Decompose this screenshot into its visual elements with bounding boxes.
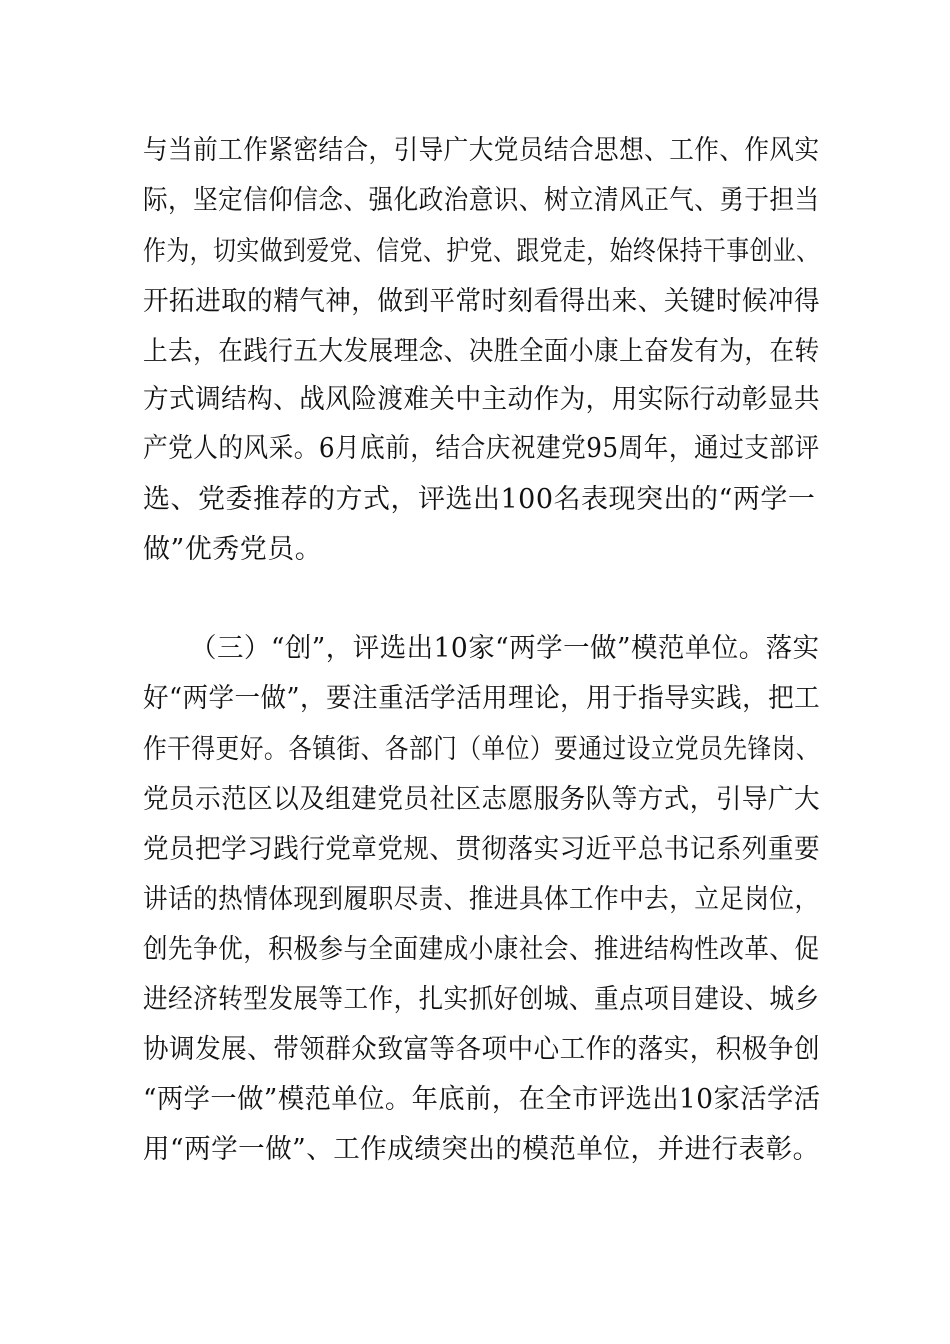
paragraph-2-line-4: 党员示范区以及组建党员社区志愿服务队等方式，引导广大 xyxy=(143,784,820,815)
paragraph-2-line-7: 创先争优，积极参与全面建成小康社会、推进结构性改革、促 xyxy=(143,934,820,965)
paragraph-2-line-9: 协调发展、带领群众致富等各项中心工作的落实，积极争创 xyxy=(143,1034,820,1065)
paragraph-1-line-4: 开拓进取的精气神，做到平常时刻看得出来、关键时候冲得 xyxy=(143,286,820,317)
paragraph-1-line-8: 选、党委推荐的方式，评选出100名表现突出的“两学一 xyxy=(143,484,816,515)
paragraph-1-line-6: 方式调结构、战风险渡难关中主动作为，用实际行动彰显共 xyxy=(143,384,820,415)
paragraph-1-line-1: 与当前工作紧密结合，引导广大党员结合思想、工作、作风实 xyxy=(143,135,820,166)
paragraph-1-line-5: 上去，在践行五大发展理念、决胜全面小康上奋发有为，在转 xyxy=(143,336,820,367)
paragraph-2-line-1: （三）“创”，评选出10家“两学一做”模范单位。落实 xyxy=(190,633,820,664)
paragraph-2-line-8: 进经济转型发展等工作，扎实抓好创城、重点项目建设、城乡 xyxy=(143,984,820,1015)
paragraph-2-line-2: 好“两学一做”，要注重活学活用理论，用于指导实践，把工 xyxy=(143,683,821,714)
paragraph-2-line-11: 用“两学一做”、工作成绩突出的模范单位，并进行表彰。 xyxy=(143,1134,820,1165)
paragraph-2-line-3: 作干得更好。各镇街、各部门（单位）要通过设立党员先锋岗、 xyxy=(143,734,820,765)
paragraph-1-line-9: 做”优秀党员。 xyxy=(143,534,323,565)
paragraph-1-line-7: 产党人的风采。6月底前，结合庆祝建党95周年，通过支部评 xyxy=(143,433,820,464)
paragraph-2-line-5: 党员把学习践行党章党规、贯彻落实习近平总书记系列重要 xyxy=(143,834,820,865)
paragraph-1-line-2: 际，坚定信仰信念、强化政治意识、树立清风正气、勇于担当 xyxy=(143,185,820,216)
paragraph-1-line-3: 作为，切实做到爱党、信党、护党、跟党走，始终保持干事创业、 xyxy=(143,236,820,267)
paragraph-2-line-6: 讲话的热情体现到履职尽责、推进具体工作中去，立足岗位， xyxy=(143,884,820,915)
paragraph-2-line-10: “两学一做”模范单位。年底前，在全市评选出10家活学活 xyxy=(143,1084,821,1115)
